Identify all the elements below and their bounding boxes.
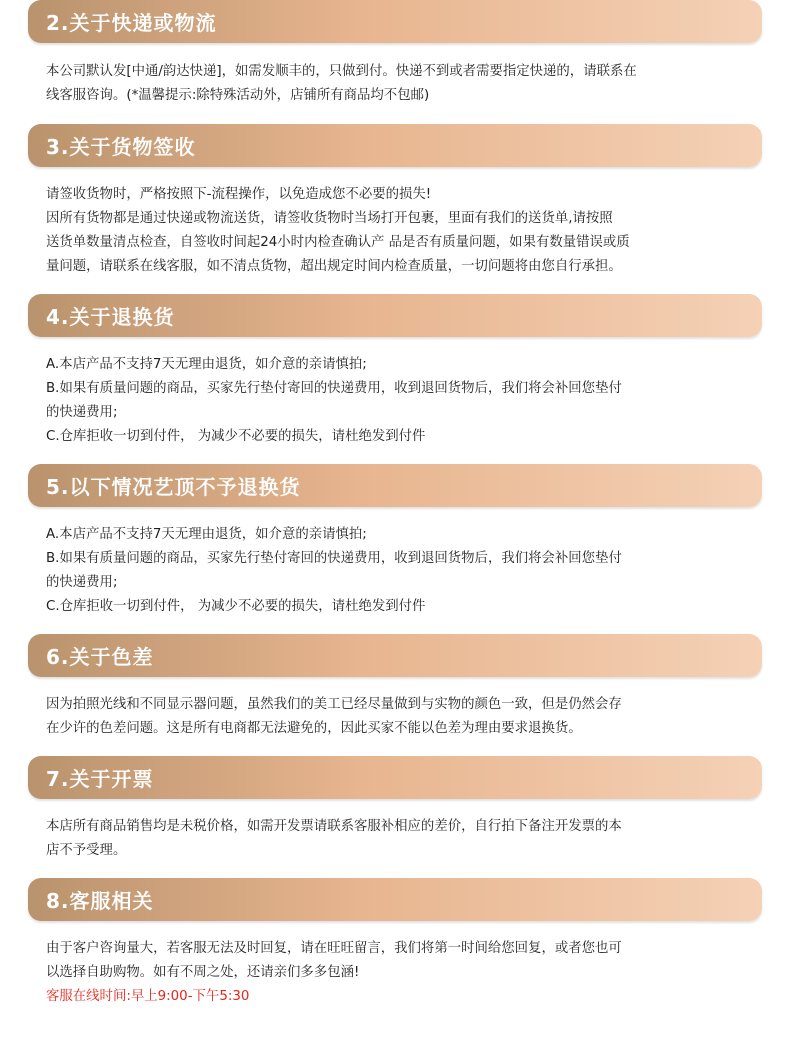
text-line: 请签收货物时，严格按照下-流程操作，以免造成您不必要的损失! [46, 187, 432, 202]
section-title: 4.关于退换货 [46, 305, 175, 329]
section-header-shipping [28, 0, 762, 43]
text-line: 本店所有商品销售均是未税价格，如需开发票请联系客服补相应的差价，自行拍下备注开发票的本 [46, 819, 622, 834]
section-body-shipping [46, 60, 746, 108]
section-header-receipt [28, 124, 762, 167]
text-line: 量问题，请联系在线客服，如不清点货物，超出规定时间内检查质量，一切问题将由您自行承担。 [46, 259, 622, 274]
section-title: 8.客服相关 [46, 889, 154, 913]
text-line: A.本店产品不支持7天无理由退货，如介意的亲请慎拍; [46, 527, 367, 542]
text-line: 本公司默认发[中通/韵达快递]，如需发顺丰的，只做到付。快递不到或者需要指定快递的，请联系在 [46, 64, 637, 79]
section-body-returns [46, 353, 746, 449]
section-title: 5.以下情况艺顶不予退换货 [46, 475, 301, 499]
text-line: 送货单数量清点检查，自签收时间起24小时内检查确认产 品是否有质量问题，如果有数量错误或质 [46, 235, 630, 250]
text-line: 因为拍照光线和不同显示器问题，虽然我们的美工已经尽量做到与实物的颜色一致，但是仍然会存 [46, 697, 622, 712]
text-line: B.如果有质量问题的商品，买家先行垫付寄回的快递费用，收到退回货物后，我们将会补回您垫付 [46, 551, 622, 566]
section-header-returns [28, 294, 762, 337]
text-line: 因所有货物都是通过快递或物流送货，请签收货物时当场打开包裹，里面有我们的送货单,请按照 [46, 211, 613, 226]
text-line: 以选择自助购物。如有不周之处，还请亲们多多包涵! [46, 965, 360, 980]
section-body-service [46, 937, 746, 1009]
section-body-no-returns [46, 523, 746, 619]
text-line: B.如果有质量问题的商品，买家先行垫付寄回的快递费用，收到退回货物后，我们将会补回您垫付 [46, 381, 622, 396]
text-line: 线客服咨询。(*温馨提示:除特殊活动外，店铺所有商品均不包邮) [46, 88, 430, 103]
section-title: 7.关于开票 [46, 767, 154, 791]
section-title: 6.关于色差 [46, 645, 154, 669]
section-body-color [46, 693, 746, 741]
section-header-invoice [28, 756, 762, 799]
text-line: 的快递费用; [46, 405, 118, 420]
section-header-color [28, 634, 762, 677]
text-line: C.仓库拒收一切到付件， 为减少不必要的损失，请杜绝发到付件 [46, 429, 426, 444]
section-header-no-returns [28, 464, 762, 507]
text-line: 店不予受理。 [46, 843, 127, 858]
section-body-receipt [46, 183, 746, 279]
section-header-service [28, 878, 762, 921]
text-line: 在少许的色差问题。这是所有电商都无法避免的，因此买家不能以色差为理由要求退换货。 [46, 721, 582, 736]
section-title: 2.关于快递或物流 [46, 11, 217, 35]
section-title: 3.关于货物签收 [46, 135, 196, 159]
service-hours: 客服在线时间:早上9:00-下午5:30 [46, 989, 250, 1004]
section-body-invoice [46, 815, 746, 863]
text-line: 的快递费用; [46, 575, 118, 590]
text-line: A.本店产品不支持7天无理由退货，如介意的亲请慎拍; [46, 357, 367, 372]
text-line: C.仓库拒收一切到付件， 为减少不必要的损失，请杜绝发到付件 [46, 599, 426, 614]
text-line: 由于客户咨询量大，若客服无法及时回复，请在旺旺留言，我们将第一时间给您回复，或者您也可 [46, 941, 622, 956]
